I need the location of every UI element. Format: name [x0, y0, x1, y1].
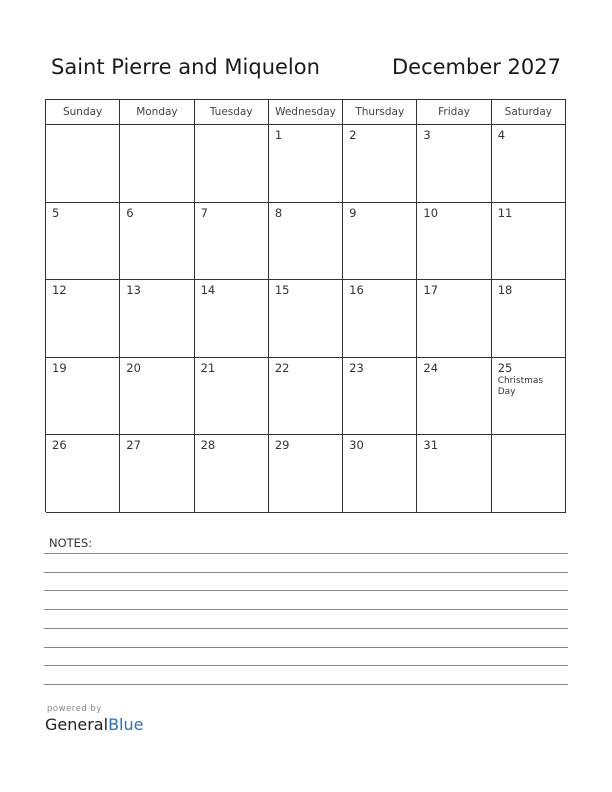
day-number: 24 [423, 360, 439, 375]
day-number: 4 [497, 128, 506, 142]
day-cell [120, 125, 194, 203]
day-cell [46, 280, 120, 358]
day-number: 21 [200, 360, 216, 375]
day-number: 13 [126, 283, 141, 298]
day-cell [120, 203, 194, 281]
week-row [46, 358, 566, 436]
day-number: 29 [274, 438, 290, 453]
day-cell [343, 125, 417, 203]
day-cell [195, 358, 269, 436]
day-cell [120, 280, 194, 358]
day-number: 8 [274, 205, 283, 220]
calendar-grid [45, 99, 566, 512]
week-row [46, 435, 566, 513]
day-number: 12 [52, 283, 67, 298]
day-number: 31 [423, 438, 439, 453]
day-cell [46, 203, 120, 281]
day-number: 3 [423, 128, 431, 142]
day-cell [195, 203, 269, 281]
day-number: 5 [52, 205, 60, 220]
day-number: 15 [274, 283, 290, 298]
month-title: December 2027 [391, 55, 561, 79]
day-number: 30 [349, 438, 364, 453]
day-number: 18 [497, 283, 513, 298]
day-number: 27 [126, 438, 141, 453]
day-number: 10 [423, 205, 439, 220]
day-number: 9 [349, 205, 357, 220]
weekday-friday: Friday [417, 100, 491, 125]
powered-by-text: powered by [47, 704, 102, 714]
day-cell [195, 125, 269, 203]
weekday-wednesday: Wednesday [269, 100, 343, 125]
day-number: 22 [274, 360, 290, 375]
day-cell [417, 435, 491, 513]
day-number: 26 [52, 438, 67, 453]
day-cell [46, 125, 120, 203]
day-cell [269, 280, 343, 358]
weekday-thursday: Thursday [343, 100, 417, 125]
holiday-label: Christmas Day [497, 375, 544, 397]
weekday-tuesday: Tuesday [195, 100, 269, 125]
day-cell [343, 435, 417, 513]
day-number: 2 [349, 128, 357, 142]
day-cell [492, 280, 566, 358]
country-title: Saint Pierre and Miquelon [51, 55, 320, 79]
day-cell [269, 435, 343, 513]
day-number: 6 [126, 205, 134, 220]
day-cell [46, 435, 120, 513]
notes-line [44, 647, 568, 648]
day-cell [343, 358, 417, 436]
notes-line [44, 553, 568, 554]
weekday-saturday: Saturday [492, 100, 566, 125]
notes-line [44, 590, 568, 591]
day-number: 25 [497, 360, 513, 375]
day-number: 20 [126, 360, 141, 375]
notes-label: NOTES: [49, 536, 93, 550]
day-cell [417, 280, 491, 358]
week-row [46, 280, 566, 358]
day-cell [417, 125, 491, 203]
notes-line [44, 684, 568, 685]
weekday-sunday: Sunday [46, 100, 120, 125]
notes-line [44, 572, 568, 573]
day-cell [492, 435, 566, 513]
day-number: 19 [52, 360, 67, 375]
day-cell [120, 358, 194, 436]
day-cell [195, 435, 269, 513]
day-number: 23 [349, 360, 364, 375]
notes-line [44, 628, 568, 629]
notes-line [44, 609, 568, 610]
day-cell [417, 203, 491, 281]
brand-general: General [45, 715, 109, 734]
week-row [46, 125, 566, 203]
day-cell [120, 435, 194, 513]
day-cell [492, 358, 566, 436]
generalblue-logo [45, 704, 143, 734]
day-cell [492, 203, 566, 281]
day-number: 1 [274, 128, 283, 142]
notes-line [44, 665, 568, 666]
day-number: 11 [497, 205, 513, 220]
weekday-header-row [46, 100, 566, 125]
day-cell [46, 358, 120, 436]
day-cell [269, 203, 343, 281]
day-number: 14 [200, 283, 216, 298]
day-cell [195, 280, 269, 358]
day-cell [343, 203, 417, 281]
day-cell [269, 125, 343, 203]
day-cell [269, 358, 343, 436]
weekday-monday: Monday [120, 100, 194, 125]
day-number: 28 [200, 438, 216, 453]
day-cell [343, 280, 417, 358]
brand-wordmark [45, 715, 143, 734]
day-number: 16 [349, 283, 364, 298]
day-number: 7 [200, 205, 208, 220]
brand-blue: Blue [108, 715, 144, 734]
day-cell [492, 125, 566, 203]
week-row [46, 203, 566, 281]
day-cell [417, 358, 491, 436]
day-number: 17 [423, 283, 439, 298]
